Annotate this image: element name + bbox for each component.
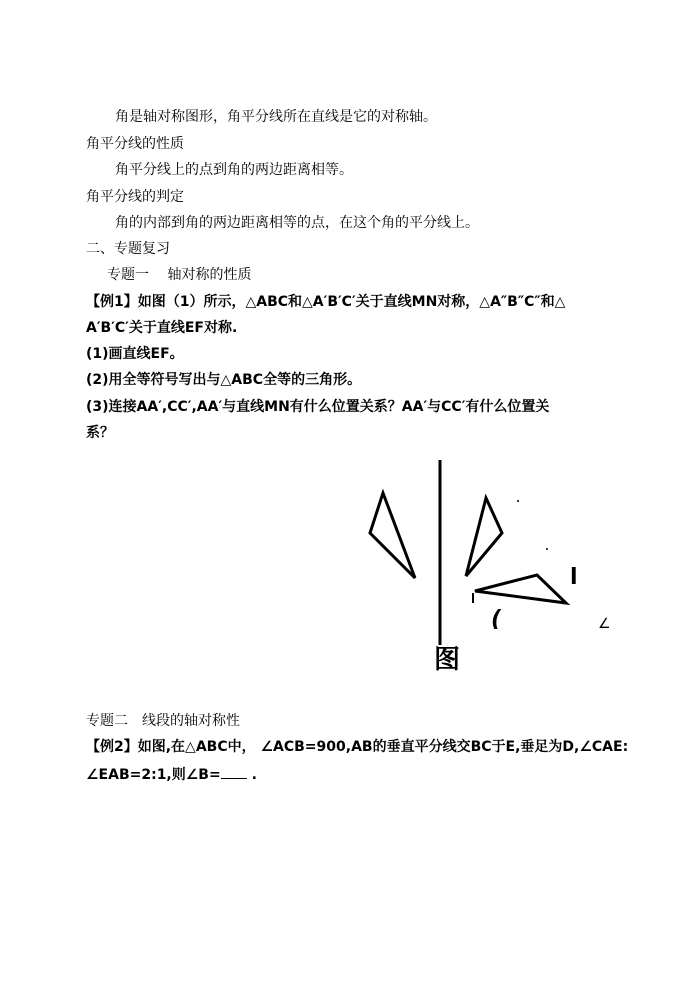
heading-bisector-judgement: 角平分线的判定 — [86, 189, 184, 205]
example-one-line-2: A′B′C′关于直线EF对称. — [86, 320, 238, 336]
example-one-question-1: (1)画直线EF。 — [86, 346, 184, 362]
fragment-dot-2 — [546, 548, 548, 550]
example-two-tail: . — [246, 767, 257, 783]
paragraph-bisector-property: 角平分线上的点到角的两边距离相等。 — [115, 162, 353, 178]
paragraph-axis-symmetry: 角是轴对称图形，角平分线所在直线是它的对称轴。 — [115, 109, 437, 125]
heading-bisector-property: 角平分线的性质 — [86, 136, 184, 152]
symmetry-figure — [360, 455, 620, 675]
fragment-l: l — [570, 565, 578, 590]
triangle-a1b1c1 — [466, 498, 502, 576]
section-heading-review: 二、专题复习 — [86, 241, 170, 257]
fragment-paren: ( — [491, 607, 502, 632]
fragment-dot-1 — [517, 500, 519, 502]
example-two-line-1: 【例2】如图,在△ABC中， ∠ACB=900,AB的垂直平分线交BC于E,垂足为D,∠CAE: — [86, 739, 629, 755]
example-one-question-2: (2)用全等符号写出与△ABC全等的三角形。 — [86, 372, 362, 388]
example-one-line-1: 【例1】如图（1）所示，△ABC和△A′B′C′关于直线MN对称，△A″B″C″和△ — [86, 294, 566, 310]
answer-blank[interactable] — [221, 764, 247, 779]
example-one-question-3-line-2: 系？ — [86, 425, 114, 441]
triangle-a2b2c2 — [475, 575, 566, 603]
example-one-question-3-line-1: (3)连接AA′,CC′,AA′与直线MN有什么位置关系？AA′与CC′有什么位置关 — [86, 399, 550, 415]
example-two-text: ∠EAB=2:1,则∠B= — [86, 767, 221, 783]
example-two-line-2 — [86, 764, 257, 785]
triangle-abc — [370, 493, 415, 578]
fragment-angle: ∠ — [598, 616, 611, 632]
figure-caption: 图 — [434, 645, 461, 675]
topic-two-heading: 专题二 线段的轴对称性 — [86, 713, 240, 729]
topic-one-heading: 专题一 轴对称的性质 — [107, 267, 252, 283]
paragraph-bisector-judgement: 角的内部到角的两边距离相等的点，在这个角的平分线上。 — [115, 215, 479, 231]
